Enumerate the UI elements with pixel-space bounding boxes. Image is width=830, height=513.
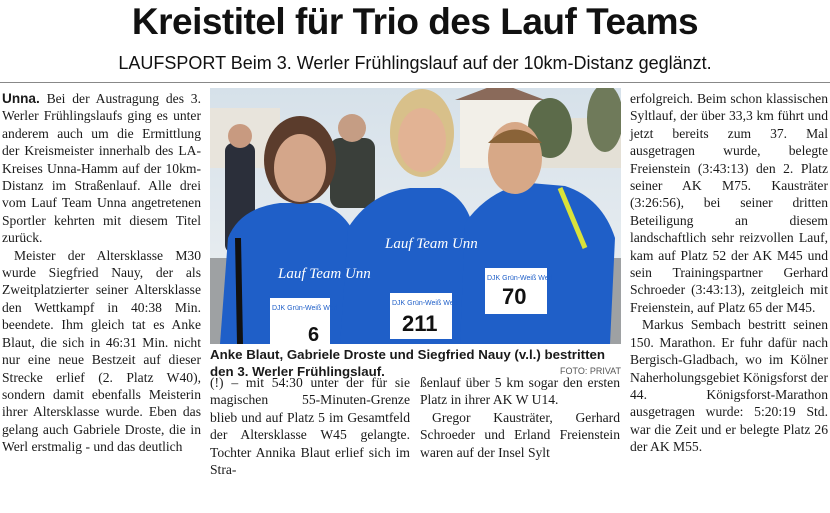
runners-photo: [210, 88, 621, 344]
paragraph: [2, 90, 201, 247]
paragraph: ßenlauf über 5 km sogar den ersten Platz in ihrer AK W U14.: [420, 375, 620, 408]
article-column-3: [420, 374, 620, 461]
article-column-2: [210, 374, 410, 478]
paragraph: Gregor Kausträter, Gerhard Schroeder und Erland Freienstein waren auf der Insel Sylt: [420, 409, 620, 460]
article-column-4: [630, 90, 828, 456]
article-photo: [210, 88, 621, 344]
paragraph: (!) – mit 54:30 unter der für sie magischen 55-Minuten-Grenze blieb und auf Platz 5 im Gesamtfeld der Altersklasse W45 gelangte. Tochter Annika Blaut erlief sich im Stra-: [210, 375, 410, 478]
bib-number-mid: 211: [402, 311, 438, 336]
headline: Kreistitel für Trio des Lauf Teams: [131, 1, 699, 42]
header-rule: [0, 82, 830, 83]
bib-sponsor: DJK Grün-Weiß Werl: [487, 275, 553, 282]
shirt-text-left: Lauf Team Unn: [278, 266, 371, 282]
bib-sponsor: DJK Grün-Weiß Werl: [392, 300, 458, 307]
shirt-text-mid: Lauf Team Unn: [385, 236, 478, 252]
bib-number-right: 70: [502, 284, 527, 309]
caption-text: Anke Blaut, Gabriele Droste und Siegfried Nauy (v.l.) bestritten den 3. Werler Frühlingslauf.: [210, 347, 606, 379]
bib-number-left: 6: [308, 324, 320, 344]
dateline: Unna.: [2, 91, 40, 106]
article-column-1: [2, 90, 201, 456]
subline: LAUFSPORT Beim 3. Werler Frühlingslauf auf der 10km-Distanz geglänzt.: [118, 53, 712, 73]
photo-credit: FOTO: PRIVAT: [559, 366, 621, 376]
paragraph: Meister der Altersklasse M30 wurde Siegfried Nauy, der als Zweitplatzierter seiner Altersklasse den Wettkampf in 40:38 Min. beendete. Ihm gleich tat es Anke Blaut, die sich in 46:31 Min. nicht nur eine neue Bestzeit auf dieser Strecke erlief (2. Platz W40), sondern damit ebenfalls Meisterin ihrer Altersklasse wurde. Eben das gelang auch Gabriele Droste, die in Werl erstmalig - und das deutlich: [2, 247, 201, 455]
bib-sponsor: DJK Grün-Weiß Werl: [272, 305, 338, 312]
paragraph: Markus Sembach bestritt seinen 150. Marathon. Er fuhr dafür nach Bergisch-Gladbach, wo im Kölner Naherholungsgebiet Königsforst der 44. Königsforst-Marathon ausgetragen wurde: 5:20:19 Std. war die Zeit und er belegte Platz 26 der AK M55.: [630, 317, 828, 455]
paragraph: erfolgreich. Beim schon klassischen Syltlauf, der über 33,3 km führt und jetzt bereits zum 37. Mal ausgetragen wurde, belegte Freienstein (3:43:13) den 2. Platz seiner AK M75. Kausträter (3:26:56), bei seiner dritten Beteiligung an diesem landschaftlich sehr reizvollen Lauf, kam auf Platz 52 der AK M45 und sein Trainingspartner Gerhard Schroeder (3:43:13), zeitgleich mit Freienstein, auf Platz 65 der M45.: [630, 91, 828, 315]
paragraph-text: Bei der Austragung des 3. Werler Frühlingslaufs ging es unter anderem auch um die Ermittlung der Kreismeister innerhalb des LA-Kreises Unna-Hamm auf der 10km-Distanz im Straßenlauf. Alle drei vom Lauf Team Unna angetretenen Sportler kehrten mit diesem Titel zurück.: [2, 91, 202, 246]
